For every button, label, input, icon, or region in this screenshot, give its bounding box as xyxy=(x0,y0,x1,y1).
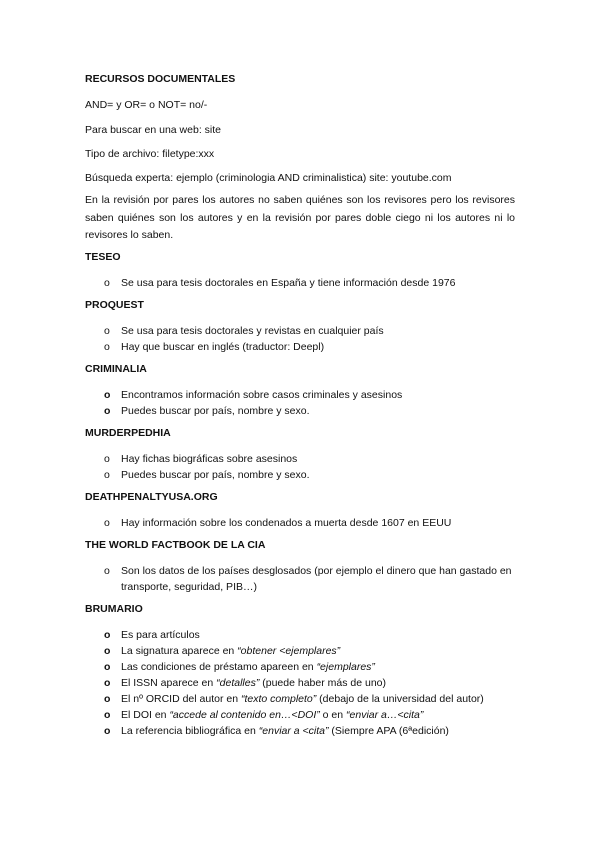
list-item: o El nº ORCID del autor en “texto completo” (debajo de la universidad del autor) xyxy=(104,693,484,705)
list-item: o Encontramos información sobre casos criminales y asesinos xyxy=(104,389,403,401)
teseo-list xyxy=(0,275,455,291)
list-item: o Puedes buscar por país, nombre y sexo. xyxy=(104,405,310,417)
proquest-list xyxy=(0,323,384,355)
section-heading-brumario: BRUMARIO xyxy=(85,603,143,615)
list-item: o Las condiciones de préstamo apareen en “ejemplares” xyxy=(104,661,375,673)
list-item: o Hay información sobre los condenados a muerta desde 1607 en EEUU xyxy=(104,517,452,529)
list-item: o Hay que buscar en inglés (traductor: Deepl) xyxy=(104,341,325,353)
list-item: o Puedes buscar por país, nombre y sexo. xyxy=(104,469,310,481)
list-item: o La referencia bibliográfica en “enviar a <cita” (Siempre APA (6ªedición) xyxy=(104,725,449,737)
murderpedhia-list xyxy=(0,451,310,483)
bullet: o xyxy=(104,325,110,337)
expert-search-line: Búsqueda experta: ejemplo (criminologia AND criminalistica) site: youtube.com xyxy=(85,172,452,184)
list-item: o Es para artículos xyxy=(104,629,200,641)
list-item: o Son los datos de los países desglosados (por ejemplo el dinero que han gastado en transporte, seguridad, PIB…) xyxy=(104,565,512,593)
filetype-tip: Tipo de archivo: filetype:xxx xyxy=(85,148,215,160)
bullet: o xyxy=(104,725,111,737)
list-item: o Hay fichas biográficas sobre asesinos xyxy=(104,453,298,465)
bullet: o xyxy=(104,661,111,673)
bullet: o xyxy=(104,469,110,481)
deathpenalty-list xyxy=(0,515,451,531)
criminalia-list xyxy=(0,387,402,419)
list-item: o El DOI en “accede al contenido en…<DOI” o en “enviar a…<cita” xyxy=(104,709,424,721)
bullet: o xyxy=(104,277,110,289)
list-item: o Se usa para tesis doctorales y revistas en cualquier país xyxy=(104,325,384,337)
brumario-list xyxy=(0,627,484,739)
bullet: o xyxy=(104,341,110,353)
section-heading-criminalia: CRIMINALIA xyxy=(85,363,147,375)
bullet: o xyxy=(104,677,111,689)
bullet: o xyxy=(104,453,110,465)
bullet: o xyxy=(104,405,111,417)
bullet: o xyxy=(104,629,111,641)
list-item: o Se usa para tesis doctorales en España y tiene información desde 1976 xyxy=(104,277,456,289)
bullet: o xyxy=(104,565,110,577)
section-heading-teseo: TESEO xyxy=(85,251,121,263)
factbook-list xyxy=(0,563,515,595)
list-item: o El ISSN aparece en “detalles” (puede haber más de uno) xyxy=(104,677,386,689)
list-item: o La signatura aparece en “obtener <ejemplares” xyxy=(104,645,341,657)
peer-review-paragraph: En la revisión por pares los autores no saben quiénes son los revisores pero los revisores saben quiénes son los autores y en la revisión por pares doble ciego ni los autores ni lo revisores lo saben. xyxy=(85,194,515,241)
section-heading-factbook: THE WORLD FACTBOOK DE LA CIA xyxy=(85,539,266,551)
bullet: o xyxy=(104,709,111,721)
section-heading-proquest: PROQUEST xyxy=(85,299,144,311)
bullet: o xyxy=(104,517,110,529)
bullet: o xyxy=(104,693,111,705)
site-tip: Para buscar en una web: site xyxy=(85,124,221,136)
bullet: o xyxy=(104,645,111,657)
bullet: o xyxy=(104,389,111,401)
section-heading-deathpenalty: DEATHPENALTYUSA.ORG xyxy=(85,491,218,503)
section-heading-murderpedhia: MURDERPEDHIA xyxy=(85,427,171,439)
page-title: RECURSOS DOCUMENTALES xyxy=(85,73,236,85)
operators-line: AND= y OR= o NOT= no/- xyxy=(85,99,208,111)
